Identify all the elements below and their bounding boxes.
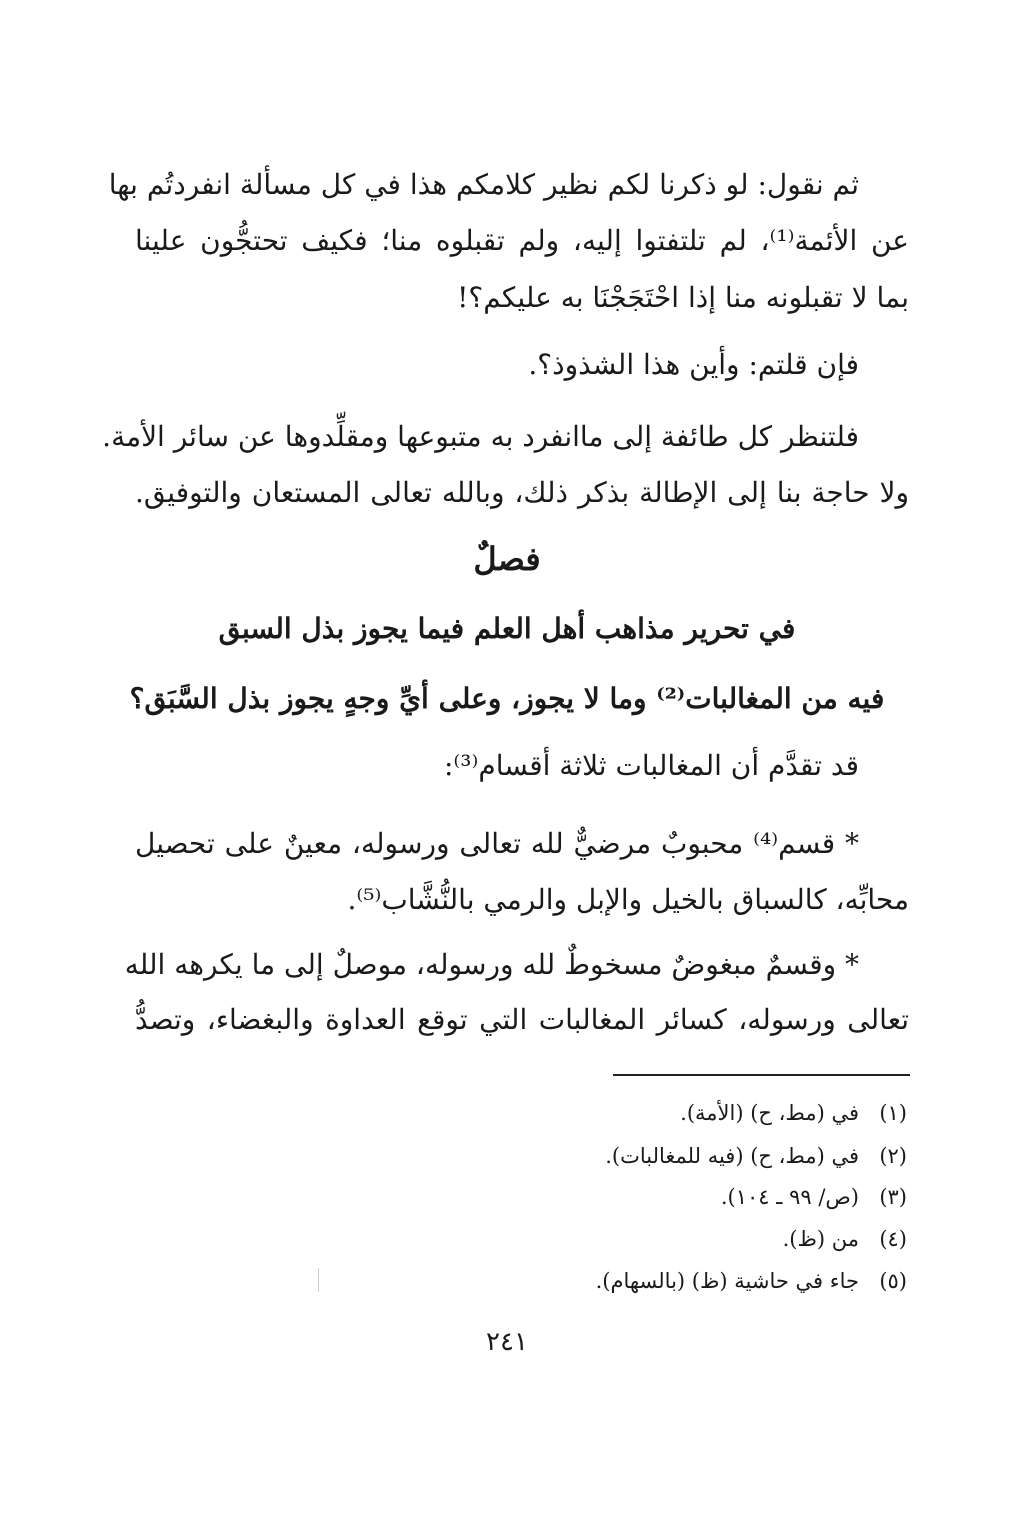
footnote-text: من (ظ). <box>782 1227 859 1251</box>
footnote <box>300 1266 907 1296</box>
section-subtitle: في تحرير مذاهب أهل العلم فيما يجوز بذل السبق <box>218 612 796 645</box>
footnote-number: (٤) <box>879 1227 907 1251</box>
body-line: * قسم⁽⁴⁾ محبوبٌ مرضيٌّ لله تعالى ورسوله، معينٌ على تحصيل <box>135 827 860 860</box>
body-line: تعالى ورسوله، كسائر المغالبات التي توقع العداوة والبغضاء، وتصدُّ <box>135 1003 909 1036</box>
body-line: محابِّه، كالسباق بالخيل والإبل والرمي بالنُّشَّاب⁽⁵⁾. <box>347 883 909 916</box>
body-line: فإن قلتم: وأين هذا الشذوذ؟. <box>528 348 859 381</box>
footnote-text: في (مط، ح) (الأمة). <box>680 1101 859 1125</box>
body-line: بما لا تقبلونه منا إذا احْتَجَجْنَا به عليكم؟! <box>457 281 909 314</box>
footnote-divider <box>613 1074 910 1076</box>
body-line: فلتنظر كل طائفة إلى ماانفرد به متبوعها ومقلِّدوها عن سائر الأمة. <box>102 420 859 453</box>
footnote-number: (٥) <box>879 1269 907 1293</box>
footnote-number: (٣) <box>879 1185 907 1209</box>
body-line: ولا حاجة بنا إلى الإطالة بذكر ذلك، وبالله تعالى المستعان والتوفيق. <box>135 476 909 509</box>
footnote-text: (ص/ ٩٩ ـ ١٠٤). <box>720 1185 859 1209</box>
footnote <box>300 1098 907 1128</box>
scan-speck <box>318 1268 319 1292</box>
section-heading: فصلٌ <box>473 540 541 578</box>
section-subtitle: فيه من المغالبات⁽²⁾ وما لا يجوز، وعلى أيِّ وجهٍ يجوز بذل السَّبَق؟ <box>129 682 885 715</box>
footnote <box>300 1182 907 1212</box>
footnote <box>300 1141 907 1171</box>
footnote-text: جاء في حاشية (ظ) (بالسهام). <box>595 1269 859 1293</box>
footnote-text: في (مط، ح) (فيه للمغالبات). <box>605 1144 859 1168</box>
body-line: ثم نقول: لو ذكرنا لكم نظير كلامكم هذا في كل مسألة انفردتُم بها <box>108 168 859 201</box>
footnote <box>300 1224 907 1254</box>
body-line: عن الأئمة⁽¹⁾، لم تلتفتوا إليه، ولم تقبلوه منا؛ فكيف تحتجُّون علينا <box>135 224 910 257</box>
footnote-number: (١) <box>879 1101 907 1125</box>
body-line: قد تقدَّم أن المغالبات ثلاثة أقسام⁽³⁾: <box>443 749 859 782</box>
body-line: * وقسمٌ مبغوضٌ مسخوطٌ لله ورسوله، موصلٌ إلى ما يكرهه الله <box>124 948 859 981</box>
page-number: ٢٤١ <box>486 1327 528 1357</box>
footnote-number: (٢) <box>879 1144 907 1168</box>
